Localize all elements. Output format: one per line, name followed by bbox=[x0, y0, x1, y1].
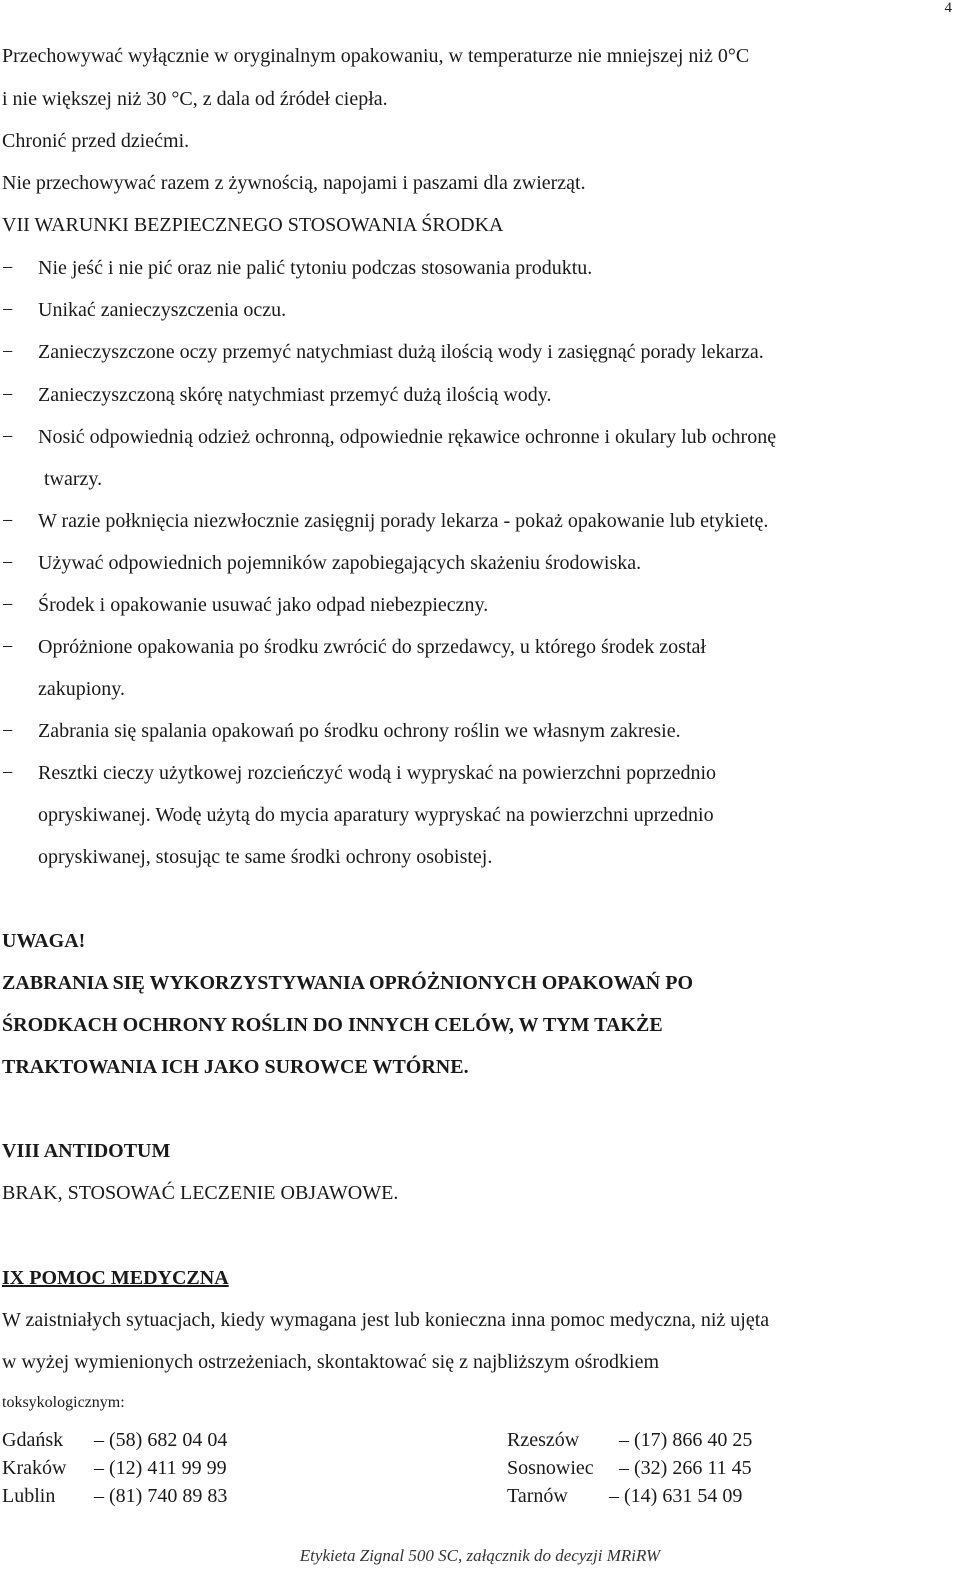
section-9-line-2: w wyżej wymienionych ostrzeżeniach, skontaktować się z najbliższym ośrodkiem bbox=[2, 1351, 660, 1373]
dash-icon: − bbox=[2, 384, 14, 406]
contact-rzeszow bbox=[507, 1428, 752, 1452]
dash-icon: − bbox=[2, 720, 14, 742]
contact-krakow bbox=[2, 1456, 227, 1480]
section-7-heading: VII WARUNKI BEZPIECZNEGO STOSOWANIA ŚRODKA bbox=[2, 214, 504, 236]
contact-phone: – (12) 411 99 99 bbox=[94, 1457, 227, 1479]
list-item-continuation: opryskiwanej. Wodę użytą do mycia aparatury wypryskać na powierzchni uprzednio bbox=[38, 804, 714, 826]
contact-phone: – (17) 866 40 25 bbox=[619, 1429, 753, 1451]
dash-icon: − bbox=[2, 341, 14, 363]
contact-lublin bbox=[2, 1484, 227, 1508]
page-footer: Etykieta Zignal 500 SC, załącznik do decyzji MRiRW bbox=[299, 1546, 661, 1565]
section-9-heading: IX POMOC MEDYCZNA bbox=[2, 1267, 229, 1289]
storage-line-1: Przechowywać wyłącznie w oryginalnym opakowaniu, w temperaturze nie mniejszej niż 0°C bbox=[2, 45, 750, 67]
dash-icon: − bbox=[2, 426, 14, 448]
contact-gdansk bbox=[2, 1428, 227, 1452]
dash-icon: − bbox=[2, 552, 14, 574]
warning-line-1: ZABRANIA SIĘ WYKORZYSTYWANIA OPRÓŻNIONYCH OPAKOWAŃ PO bbox=[2, 972, 694, 994]
section-9-line-3: toksykologicznym: bbox=[2, 1394, 125, 1411]
warning-line-2: ŚRODKACH OCHRONY ROŚLIN DO INNYCH CELÓW, W TYM TAKŻE bbox=[2, 1014, 663, 1036]
contact-city: Lublin bbox=[2, 1485, 56, 1507]
storage-line-3: Chronić przed dziećmi. bbox=[2, 130, 190, 152]
contact-city: Kraków bbox=[2, 1457, 67, 1479]
contact-phone: – (32) 266 11 45 bbox=[619, 1457, 752, 1479]
contact-phone: – (81) 740 89 83 bbox=[94, 1485, 228, 1507]
contact-city: Gdańsk bbox=[2, 1429, 64, 1451]
list-item-continuation: opryskiwanej, stosując te same środki ochrony osobistej. bbox=[38, 846, 493, 868]
section-9-line-1: W zaistniałych sytuacjach, kiedy wymagana jest lub konieczna inna pomoc medyczna, niż ujęta bbox=[2, 1309, 770, 1331]
dash-icon: − bbox=[2, 299, 14, 321]
contact-sosnowiec bbox=[507, 1456, 752, 1480]
dash-icon: − bbox=[2, 762, 14, 784]
section-8-heading: VIII ANTIDOTUM bbox=[2, 1140, 171, 1162]
dash-icon: − bbox=[2, 636, 14, 658]
contact-city: Rzeszów bbox=[507, 1429, 580, 1451]
list-item-continuation: zakupiony. bbox=[38, 678, 126, 700]
contact-phone: – (14) 631 54 09 bbox=[609, 1485, 743, 1507]
contact-city: Tarnów bbox=[507, 1485, 568, 1507]
contact-city: Sosnowiec bbox=[507, 1457, 594, 1479]
list-item-continuation: twarzy. bbox=[44, 468, 103, 490]
page-number: 4 bbox=[944, 0, 952, 16]
dash-icon: − bbox=[2, 257, 14, 279]
warning-title: UWAGA! bbox=[2, 930, 86, 952]
warning-line-3: TRAKTOWANIA ICH JAKO SUROWCE WTÓRNE. bbox=[2, 1056, 469, 1078]
section-8-text: BRAK, STOSOWAĆ LECZENIE OBJAWOWE. bbox=[2, 1182, 399, 1204]
contact-tarnow bbox=[507, 1484, 742, 1508]
storage-line-2: i nie większej niż 30 °C, z dala od źródeł ciepła. bbox=[2, 88, 388, 110]
dash-icon: − bbox=[2, 594, 14, 616]
dash-icon: − bbox=[2, 510, 14, 532]
storage-line-4: Nie przechowywać razem z żywnością, napojami i paszami dla zwierząt. bbox=[2, 172, 586, 194]
contact-phone: – (58) 682 04 04 bbox=[94, 1429, 228, 1451]
